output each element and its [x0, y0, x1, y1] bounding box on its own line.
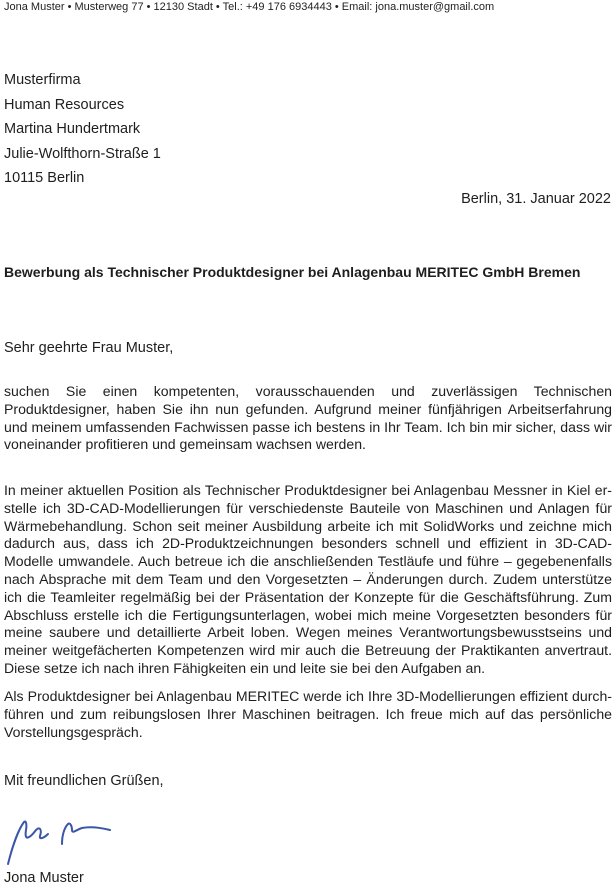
- salutation: Sehr geehrte Frau Muster,: [4, 340, 174, 356]
- signer-name: Jona Muster: [4, 870, 84, 886]
- recipient-name: Martina Hundertmark: [4, 121, 141, 137]
- signature-stroke-1: [8, 821, 48, 864]
- body-paragraph-intro: suchen Sie einen kompetenten, vorausschauenden und zuverlässigen Technischen Produktdesigner, haben Sie ihn nun gefunden. Aufgrund meiner fünfjährigen Arbeitserfahrung und meinem umfassenden Fachwissen passe ich bestens in Ihr Team. Ich bin mir sicher, dass wir voneinander profitieren und gemeinsam wachsen werden.: [4, 383, 612, 453]
- sender-address-line: Jona Muster • Musterweg 77 • 12130 Stadt • Tel.: +49 176 6934443 • Email: jona.muster@gmail.com: [4, 1, 495, 13]
- recipient-street: Julie-Wolfthorn-Straße 1: [4, 145, 161, 162]
- body-paragraph-experience: In meiner aktuellen Position als Technischer Produktdesigner bei Anlagenbau Messner in Kiel erstelle ich 3D-CAD-Modellierungen für verschiedenste Bauteile von Maschinen und Anlagen für Wärmebehandlung. Schon seit meiner Ausbildung arbeite ich mit SolidWorks und zeichne mich dadurch aus, dass ich 2D-Produktzeichnungen besonders schnell und effizient in 3D-CAD-Modelle umwandele. Auch betreue ich die anschließenden Testläufe und führe – gegebenenfalls nach Absprache mit dem Team und den Vorgesetzten – Änderungen durch. Zudem unterstütze ich die Teamleiter regelmäßig bei der Präsentation der Konzepte für die Geschäftsführung. Zum Abschluss erstelle ich die Fertigungsunterlagen, wobei mich meine Vorgesetzten besonders für meine saubere und detaillierte Arbeit loben. Wegen meines Verantwortungsbewusstseins und meiner weitgefächerten Kompetenzen wird mir auch die Betreuung der Praktikanten anvertraut. Diese setze ich nach ihren Fähigkeiten ein und leite sie bei den Aufgaben an.: [4, 482, 612, 676]
- letter-date: Berlin, 31. Januar 2022: [461, 191, 611, 207]
- recipient-address-block: [4, 68, 161, 191]
- letter-subject: Bewerbung als Technischer Produktdesigner bei Anlagenbau MERITEC GmbH Bremen: [4, 264, 581, 280]
- recipient-department: Human Resources: [4, 96, 125, 113]
- closing-phrase: Mit freundlichen Grüßen,: [4, 773, 164, 789]
- handwritten-signature: [0, 808, 120, 868]
- signature-stroke-2: [62, 823, 110, 844]
- recipient-city: 10115 Berlin: [4, 170, 85, 186]
- body-paragraph-outlook: Als Produktdesigner bei Anlagenbau MERITEC werde ich Ihre 3D-Modellierungen effizient durchführen und zum reibungslosen Ihrer Maschinen beitragen. Ich freue mich auf das persönliche Vorstellungsgespräch.: [4, 688, 612, 740]
- recipient-company: Musterfirma: [4, 72, 81, 88]
